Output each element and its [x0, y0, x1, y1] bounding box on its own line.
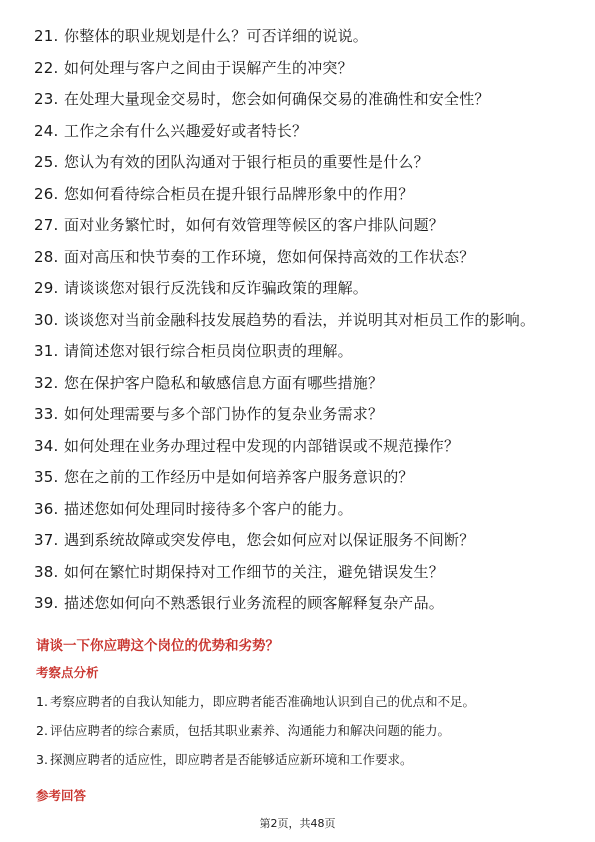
- question-number: 21.: [34, 27, 59, 45]
- question-number: 35.: [34, 468, 59, 486]
- question-text: 如何处理需要与多个部门协作的复杂业务需求？: [64, 405, 384, 423]
- question-item: [34, 530, 562, 551]
- page-footer: 第2页，共48页: [259, 817, 336, 830]
- question-text: 您在之前的工作经历中是如何培养客户服务意识的？: [64, 468, 414, 486]
- question-item: [34, 121, 562, 142]
- question-item: [34, 467, 562, 488]
- point-text: 考察应聘者的自我认知能力，即应聘者能否准确地认识到自己的优点和不足。: [50, 694, 476, 709]
- question-text: 请简述您对银行综合柜员岗位职责的理解。: [64, 342, 353, 360]
- question-number: 28.: [34, 247, 59, 266]
- question-text: 您在保护客户隐私和敏感信息方面有哪些措施？: [64, 373, 384, 392]
- question-number: 33.: [34, 405, 59, 423]
- point-number: 3.: [36, 752, 48, 767]
- question-number: 38.: [34, 562, 59, 581]
- question-text: 遇到系统故障或突发停电，您会如何应对以保证服务不间断？: [64, 531, 475, 549]
- question-text: 如何处理在业务办理过程中发现的内部错误或不规范操作？: [64, 436, 460, 455]
- question-item: [34, 184, 562, 205]
- question-text: 面对高压和快节奏的工作环境，您如何保持高效的工作状态？: [64, 247, 475, 266]
- question-text: 在处理大量现金交易时，您会如何确保交易的准确性和安全性？: [64, 90, 490, 108]
- question-item: [34, 215, 562, 236]
- point-number: 2.: [36, 723, 48, 738]
- question-number: 30.: [34, 310, 59, 329]
- analysis-title: 考察点分析: [36, 665, 99, 680]
- question-item: [34, 310, 562, 331]
- question-number: 32.: [34, 373, 59, 392]
- question-item: [34, 247, 562, 268]
- analysis-points: [36, 693, 566, 780]
- question-item: [34, 436, 562, 457]
- question-item: [34, 58, 562, 79]
- question-text: 面对业务繁忙时，如何有效管理等候区的客户排队问题？: [64, 216, 445, 234]
- question-text: 工作之余有什么兴趣爱好或者特长？: [64, 121, 308, 140]
- question-text: 您如何看待综合柜员在提升银行品牌形象中的作用？: [64, 184, 414, 203]
- question-item: [34, 562, 562, 583]
- point-number: 1.: [36, 694, 48, 709]
- question-number: 23.: [34, 90, 59, 108]
- question-text: 如何在繁忙时期保持对工作细节的关注，避免错误发生？: [64, 562, 445, 581]
- question-number: 26.: [34, 184, 59, 203]
- question-number: 24.: [34, 121, 59, 140]
- question-text: 请谈谈您对银行反洗钱和反诈骗政策的理解。: [64, 279, 369, 297]
- question-number: 39.: [34, 594, 59, 612]
- question-item: [34, 593, 562, 614]
- question-number: 25.: [34, 153, 59, 171]
- question-item: [34, 499, 562, 520]
- question-text: 描述您如何向不熟悉银行业务流程的顾客解释复杂产品。: [64, 594, 445, 612]
- question-number: 37.: [34, 531, 59, 549]
- question-number: 31.: [34, 342, 59, 360]
- section-title: 请谈一下你应聘这个岗位的优势和劣势？: [36, 638, 279, 654]
- question-list: [34, 26, 562, 625]
- answer-title: 参考回答: [36, 788, 87, 803]
- question-number: 36.: [34, 499, 59, 518]
- question-text: 您认为有效的团队沟通对于银行柜员的重要性是什么？: [64, 153, 429, 171]
- question-item: [34, 89, 562, 110]
- question-number: 22.: [34, 58, 59, 77]
- question-item: [34, 152, 562, 173]
- question-item: [34, 341, 562, 362]
- question-item: [34, 373, 562, 394]
- point-text: 探测应聘者的适应性，即应聘者是否能够适应新环境和工作要求。: [50, 752, 413, 767]
- question-item: [34, 26, 562, 47]
- answer-heading-block: [36, 787, 556, 804]
- question-number: 29.: [34, 279, 59, 297]
- question-number: 27.: [34, 216, 59, 234]
- point-text: 评估应聘者的综合素质，包括其职业素养、沟通能力和解决问题的能力。: [50, 723, 451, 738]
- analysis-point: [36, 751, 566, 768]
- question-text: 如何处理与客户之间由于误解产生的冲突？: [64, 58, 353, 77]
- question-text: 描述您如何处理同时接待多个客户的能力。: [64, 499, 353, 518]
- question-text: 你整体的职业规划是什么？可否详细的说说。: [64, 27, 369, 45]
- section-heading-block: [36, 637, 556, 681]
- analysis-point: [36, 722, 566, 739]
- question-item: [34, 278, 562, 299]
- analysis-point: [36, 693, 566, 710]
- question-number: 34.: [34, 436, 59, 455]
- question-text: 谈谈您对当前金融科技发展趋势的看法，并说明其对柜员工作的影响。: [64, 310, 536, 329]
- question-item: [34, 404, 562, 425]
